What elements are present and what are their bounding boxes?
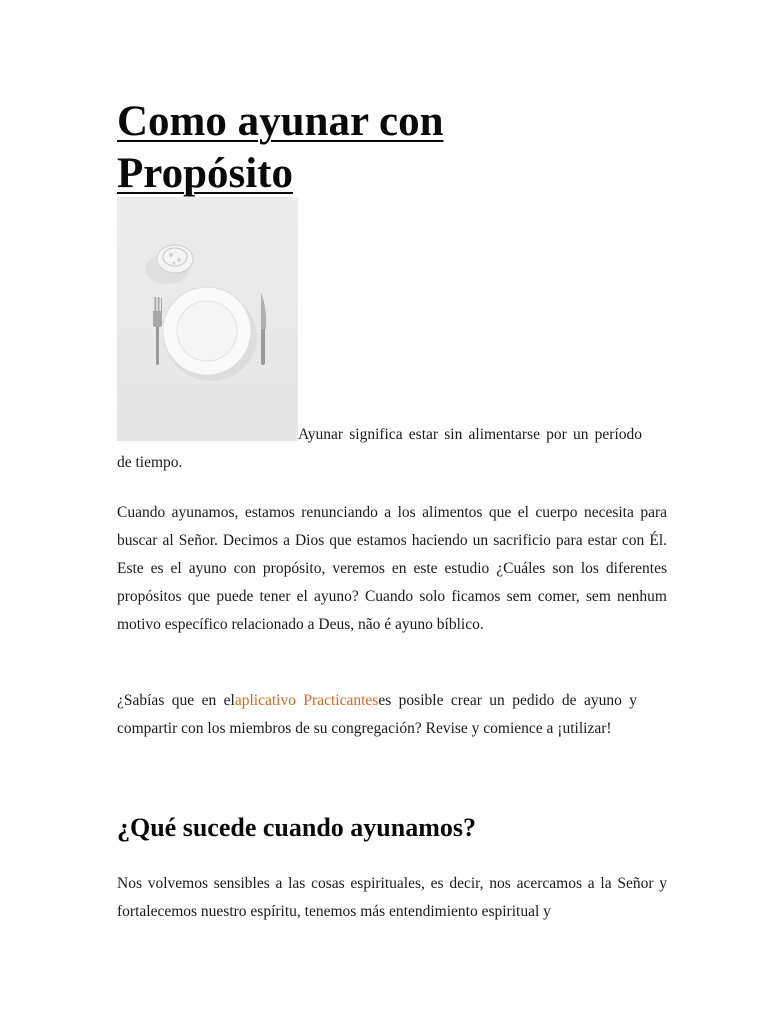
title-line-2: Propósito [117, 150, 293, 197]
paragraph-text-before-link: ¿Sabías que en el [117, 692, 235, 709]
plate-illustration [117, 197, 298, 441]
app-link[interactable]: aplicativo Practicantes [234, 692, 379, 709]
paragraph-with-link [117, 687, 637, 743]
title-line-1: Como ayunar con [117, 98, 444, 145]
lead-paragraph: Ayunar significa estar sin alimentarse por un período de tiempo. [117, 426, 642, 471]
plate-photo [117, 197, 298, 441]
page-title [117, 96, 677, 200]
paragraph: Nos volvemos sensibles a las cosas espirituales, es decir, nos acercamos a la Señor y fortalecemos nuestro espíritu, tenemos más entendimiento espiritual y [117, 875, 667, 920]
fork-icon [153, 297, 162, 365]
knife-icon [261, 293, 266, 365]
section-heading: ¿Qué sucede cuando ayunamos? [117, 813, 476, 842]
paragraph-text-after-link: es posible crear un pedido de ayuno y compartir con los miembros de su congregación? Revise y comience a ¡utilizar! [117, 692, 638, 737]
paragraph: Cuando ayunamos, estamos renunciando a los alimentos que el cuerpo necesita para buscar al Señor. Decimos a Dios que estamos haciendo un sacrificio para estar con Él. Este es el ayuno con propósito, veremos en este estudio ¿Cuáles son los diferentes propósitos que puede tener el ayuno? Cuando solo ficamos sem comer, sem nenhum motivo específico relacionado a Deus, não é ayuno bíblico. [117, 504, 667, 633]
